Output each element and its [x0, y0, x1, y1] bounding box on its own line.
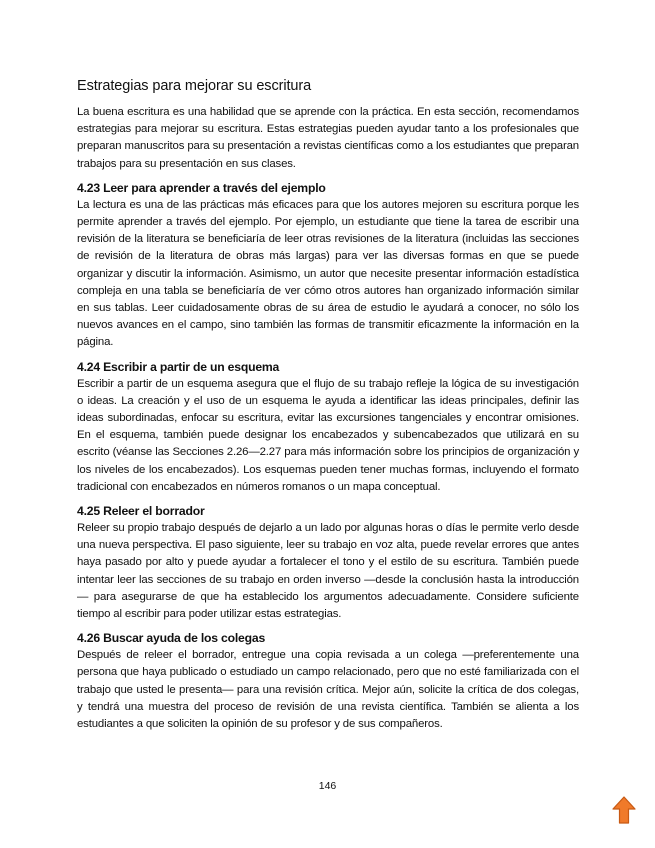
section-paragraph: Releer su propio trabajo después de dejarlo a un lado por algunas horas o días le permite verlo desde una nueva perspectiva. El paso siguiente, leer su trabajo en voz alta, puede revelar errores que antes haya pasado por alto y puede ayudar a fortalecer el tono y el estilo de su escritura. También puede intentar leer las secciones de su trabajo en orden inverso —desde la conclusión hasta la introducción— para asegurarse de que ha establecido los argumentos adecuadamente. Considere suficiente tiempo al escribir para poder utilizar estas estrategias.	[77, 522, 579, 621]
section-paragraph: Después de releer el borrador, entregue una copia revisada a un colega —preferentemente una persona que haya publicado o estudiado un campo relacionado, pero que no esté familiarizada con el trabajo que usted le presenta— para una revisión crítica. Mejor aún, solicite la crítica de dos colegas, y tendrá una muestra del proceso de revisión de una revista científica. También se alienta a los estudiantes a que soliciten la opinión de su profesor y de sus compañeros.	[77, 649, 579, 731]
page-title: Estrategias para mejorar su escritura	[77, 78, 312, 94]
section-4-23	[77, 181, 579, 352]
section-4-26	[77, 631, 579, 733]
section-heading: 4.26 Buscar ayuda de los colegas	[77, 631, 266, 646]
up-arrow-icon-graphic	[612, 796, 636, 824]
section-paragraph: Escribir a partir de un esquema asegura que el flujo de su trabajo refleje la lógica de su investigación o ideas. La creación y el uso de un esquema le ayuda a identificar las ideas principales, definir las ideas subordinadas, enfocar su escritura, evitar las excursiones tangenciales y encontrar omisiones. En el esquema, también puede designar los encabezados y subencabezados que utilizará en su escrito (véanse las Secciones 2.26—2.27 para más información sobre los principios de organización y los niveles de los encabezados). Los esquemas pueden tener muchas formas, incluyendo el formato tradicional con encabezados en números romanos o un mapa conceptual.	[77, 377, 579, 493]
section-4-24	[77, 360, 579, 496]
document-page	[77, 78, 579, 733]
up-arrow-icon[interactable]	[612, 796, 636, 824]
section-heading: 4.24 Escribir a partir de un esquema	[77, 359, 280, 374]
section-heading: 4.23 Leer para aprender a través del ejemplo	[77, 180, 326, 195]
page-number: 146	[318, 780, 337, 792]
section-4-25	[77, 504, 579, 623]
intro-paragraph: La buena escritura es una habilidad que se aprende con la práctica. En esta sección, recomendamos estrategias para mejorar su escritura. Estas estrategias pueden ayudar tanto a los profesionales que preparan manuscritos para su presentación a revistas científicas como a los estudiantes que preparan trabajos para su presentación en sus clases.	[77, 106, 579, 170]
section-paragraph: La lectura es una de las prácticas más eficaces para que los autores mejoren su escritura porque les permite aprender a través del ejemplo. Por ejemplo, un estudiante que tiene la tarea de escribir una revisión de la literatura se beneficiaría de leer otras revisiones de la literatura (incluidas las secciones de revisión de la literatura de obras más largas) para ver las diversas formas en que se puede organizar y discutir la información. Asimismo, un autor que necesite presentar información estadística compleja en una tabla se beneficiaría de ver cómo otros autores han organizado información similar en sus tablas. Leer cuidadosamente obras de su área de estudio le ayudará a conocer, no sólo los nuevos avances en el campo, sino también las formas de transmitir eficazmente la información en la página.	[77, 198, 579, 349]
section-heading: 4.25 Releer el borrador	[77, 504, 205, 519]
